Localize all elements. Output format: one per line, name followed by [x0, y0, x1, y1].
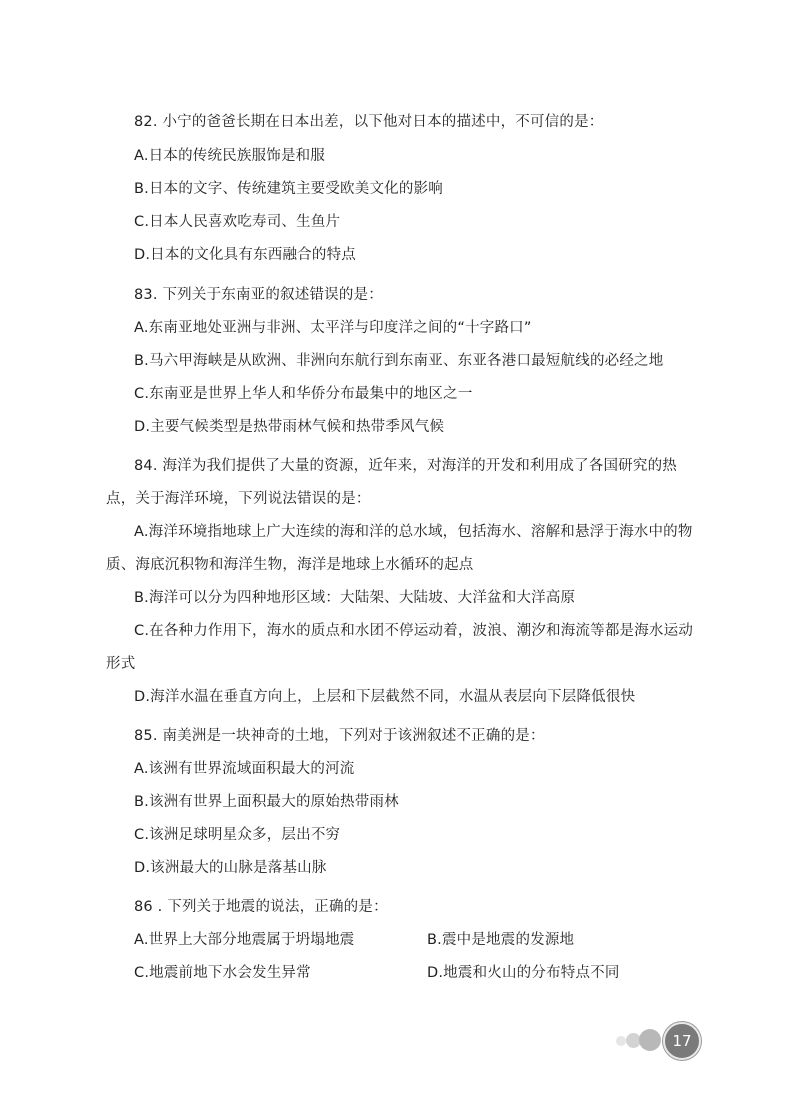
question-82-option-a: A.日本的传统民族服饰是和服 — [134, 148, 326, 164]
question-84-option-a-line2: 质、海底沉积物和海洋生物，海洋是地球上水循环的起点 — [106, 557, 474, 573]
question-82-option-c: C.日本人民喜欢吃寿司、生鱼片 — [134, 214, 341, 230]
question-84-option-c-line2: 形式 — [106, 656, 136, 672]
page-number: 17 — [663, 1022, 701, 1060]
question-85-option-a: A.该洲有世界流域面积最大的河流 — [134, 761, 355, 777]
question-86-option-b: B.震中是地震的发源地 — [427, 932, 575, 948]
question-86-option-c: C.地震前地下水会发生异常 — [134, 965, 311, 981]
question-83-stem: 83. 下列关于东南亚的叙述错误的是： — [134, 287, 383, 303]
question-84-option-b: B.海洋可以分为四种地形区域：大陆架、大陆坡、大洋盆和大洋高原 — [134, 590, 576, 606]
question-83-option-d: D.主要气候类型是热带雨林气候和热带季风气候 — [134, 419, 445, 435]
question-84-option-a-line1: A.海洋环境指地球上广大连续的海和洋的总水域，包括海水、溶解和悬浮于海水中的物 — [134, 524, 693, 540]
question-86-option-d: D.地震和火山的分布特点不同 — [427, 965, 620, 981]
question-85-option-b: B.该洲有世界上面积最大的原始热带雨林 — [134, 794, 399, 810]
question-84-option-c-line1: C.在各种力作用下，海水的质点和水团不停运动着，波浪、潮汐和海流等都是海水运动 — [134, 623, 694, 639]
question-82-stem: 82. 小宁的爸爸长期在日本出差，以下他对日本的描述中，不可信的是： — [134, 114, 604, 130]
question-85-option-c: C.该洲足球明星众多，层出不穷 — [134, 827, 341, 843]
question-86-stem: 86 . 下列关于地震的说法，正确的是： — [134, 899, 388, 915]
question-85-stem: 85. 南美洲是一块神奇的土地，下列对于该洲叙述不正确的是： — [134, 728, 545, 744]
question-83-option-c: C.东南亚是世界上华人和华侨分布最集中的地区之一 — [134, 386, 473, 402]
question-86-option-a: A.世界上大部分地震属于坍塌地震 — [134, 932, 355, 948]
question-82-option-b: B.日本的文字、传统建筑主要受欧美文化的影响 — [134, 181, 443, 197]
question-84-stem-line1: 84. 海洋为我们提供了大量的资源，近年来，对海洋的开发和利用成了各国研究的热 — [134, 458, 677, 474]
question-85-option-d: D.该洲最大的山脉是落基山脉 — [134, 860, 327, 876]
page-footer — [612, 1022, 702, 1058]
decorative-dot — [616, 1036, 626, 1046]
question-83-option-a: A.东南亚地处亚洲与非洲、太平洋与印度洋之间的“十字路口” — [134, 320, 532, 336]
question-84-stem-line2: 点，关于海洋环境，下列说法错误的是： — [106, 491, 371, 507]
question-84-option-d: D.海洋水温在垂直方向上，上层和下层截然不同，水温从表层向下层降低很快 — [134, 689, 636, 705]
question-83-option-b: B.马六甲海峡是从欧洲、非洲向东航行到东南亚、东亚各港口最短航线的必经之地 — [134, 353, 664, 369]
question-82-option-d: D.日本的文化具有东西融合的特点 — [134, 247, 356, 263]
decorative-dot — [639, 1029, 661, 1051]
